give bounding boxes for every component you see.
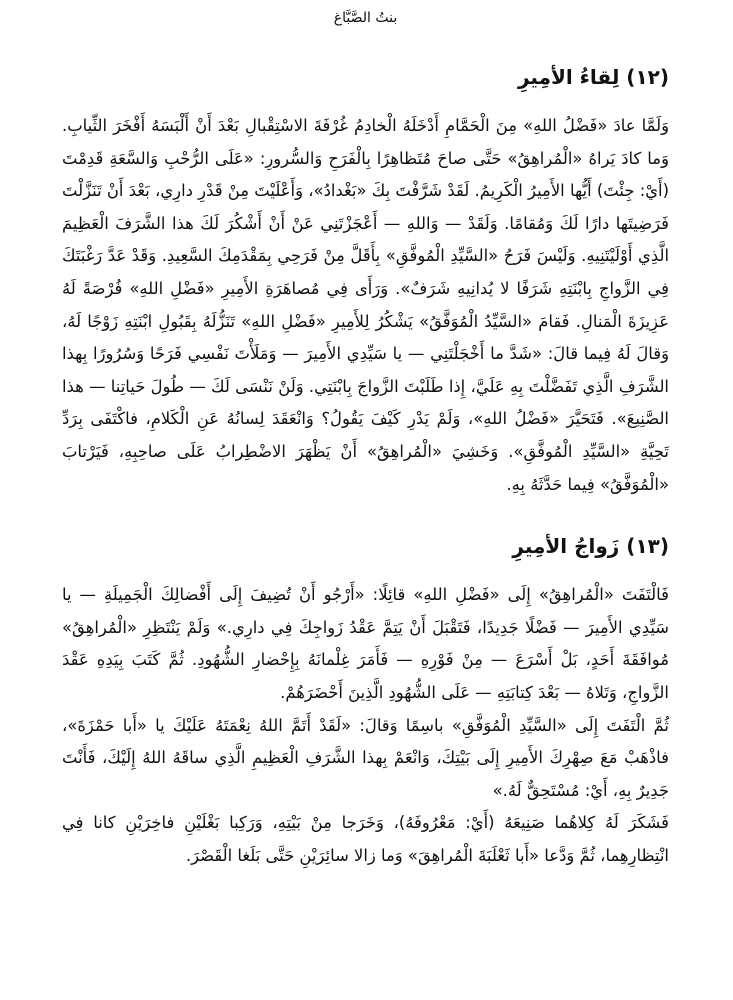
paragraph: فَشَكَرَ لَهُ كِلاهُما صَنِيعَهُ (أَيْ: مَعْرُوفَهُ)، وَخَرَجا مِنْ بَيْتِهِ، وَرَكِبا بَغْلَيْنِ فاخِرَيْنِ كانا فِي انْتِظارِهِما، ثُمَّ وَدَّعا «أَبا ثَعْلَبَةَ الْمُراهِقَ» وَما زالا سائِرَيْنِ حَتَّى بَلَغا الْقَصْرَ.	[62, 813, 669, 865]
section-meeting-prince	[62, 62, 669, 501]
section-title: (١٣) زَواجُ الأمِيرِ	[512, 534, 669, 559]
paragraph: فَالْتَفَتَ «الْمُراهِقُ» إِلَى «فَضْلِ اللهِ» قائِلًا: «أَرْجُو أَنْ تُضِيفَ إِلَى أَفْضالِكَ الْجَمِيلَةِ — يا سَيِّدِي الأَمِيرَ — فَضْلًا جَدِيدًا، فَتَقْبَلَ أَنْ يَتِمَّ عَقْدُ زَواجِكَ فِي دارِي.» وَلَمْ يَنْتَظِرِ «الْمُراهِقُ» مُوافَقَةَ أَحَدٍ، بَلْ أَسْرَعَ — مِنْ فَوْرِهِ — فَأَمَرَ غِلْمانَهُ بِإِحْضارِ الشُّهُودِ. ثُمَّ كَتَبَ بِيَدِهِ عَقْدَ الزَّواجِ، وَتَلاهُ — بَعْدَ كِتابَتِهِ — عَلَى الشُّهُودِ الَّذِينَ أَحْضَرَهُمْ.	[62, 585, 669, 702]
paragraph: وَلَمَّا عادَ «فَضْلُ اللهِ» مِنَ الْحَمَّامِ أَدْخَلَهُ الْخادِمُ غُرْفَةَ الاسْتِقْبالِ بَعْدَ أَنْ أَلْبَسَهُ أَفْخَرَ الثِّيابِ. وَما كادَ يَراهُ «الْمُراهِقُ» حَتَّى صاحَ مُتَظاهِرًا بِالْفَرَحِ وَالسُّرورِ: «عَلَى الرُّحْبِ وَالسَّعَةِ قَدِمْتَ (أَيْ: جِئْتَ) أَيُّها الأَمِيرُ الْكَرِيمُ. لَقَدْ شَرَّفْتَ بِكَ «بَغْدادُ»، وَأَعْلَيْتَ مِنْ قَدْرِ دارِي، بَعْدَ أَنْ تَنَزَّلْتَ فَرَضِيتَها دارًا لَكَ وَمُقامًا. وَلَقَدْ — وَاللهِ — أَعْجَزْتَنِي عَنْ أَنْ أَشْكُرَ لَكَ هذا الشَّرَفَ الْعَظِيمَ الَّذِي أَوْلَيْتَنِيهِ. وَلَيْسَ فَرَحُ «السَّيِّدِ الْمُوفَّقِ» بِأَقَلَّ مِنْ فَرَحِي بِمَقْدَمِكَ السَّعِيدِ. وَقَدْ عَدَّ رَغْبَتَكَ فِي الزَّواجِ بِابْنَتِهِ شَرَفًا لا يُدانِيهِ شَرَفٌ». وَرَأَى فِي مُصاهَرَةِ الأَمِيرِ «فَضْلِ اللهِ» فُرْصَةً لَهُ عَزِيزَةَ الْمَنالِ. فَقامَ «السَّيِّدُ الْمُوَفَّقُ» يَشْكُرُ لِلأَمِيرِ «فَضْلِ اللهِ» تَنَزُّلَهُ بِقَبُولِ ابْنَتِهِ زَوْجًا لَهُ، وَقالَ لَهُ فِيما قالَ: «شَدَّ ما أَخْجَلْتَنِي — يا سَيِّدِي الأَمِيرَ — وَمَلَأْتَ نَفْسِي فَرَحًا وَسُرُورًا بِهذا الشَّرَفِ الَّذِي تَفَضَّلْتَ بِهِ عَلَيَّ، إِذا طَلَبْتَ الزَّواجَ بِابْنَتِي. وَلَنْ نَنْسَى لَكَ — طُولَ حَياتِنا — هذا الصَّنِيعَ». فَتَحَيَّرَ «فَضْلُ اللهِ»، وَلَمْ يَدْرِ كَيْفَ يَقُولُ؟ وَانْعَقَدَ لِسانُهُ عَنِ الْكَلامِ، فاكْتَفَى بِرَدِّ تَحِيَّةِ «السَّيِّدِ الْمُوفَّقِ». وَخَشِيَ «الْمُراهِقُ» أَنْ يَظْهَرَ الاضْطِرابُ عَلَى صاحِبِهِ، فَيَرْتابَ «الْمُوَفَّقُ» فِيما حَدَّثَهُ بِهِ.	[62, 116, 669, 494]
paragraph: ثُمَّ الْتَفَتَ إِلَى «السَّيِّدِ الْمُوَفَّقِ» باسِمًا وَقالَ: «لَقَدْ أَتَمَّ اللهُ نِعْمَتَهُ عَلَيْكَ يا «أَبا حَمْزَةَ»، فاذْهَبْ مَعَ صِهْرِكَ الأَمِيرِ إِلَى بَيْتِكَ، وَانْعَمْ بِهذا الشَّرَفِ الْعَظِيمِ الَّذِي ساقَهُ اللهُ إِلَيْكَ، فَأَنْتَ جَدِيرٌ بِهِ، أَيْ: مُسْتَحِقٌّ لَهُ.»	[62, 715, 669, 800]
running-header: بنتُ الصَّبَّاغ	[333, 10, 398, 26]
section-spacer	[62, 501, 669, 531]
section-prince-wedding	[62, 531, 669, 872]
section-title: (١٢) لِقاءُ الأمِيرِ	[517, 65, 669, 89]
